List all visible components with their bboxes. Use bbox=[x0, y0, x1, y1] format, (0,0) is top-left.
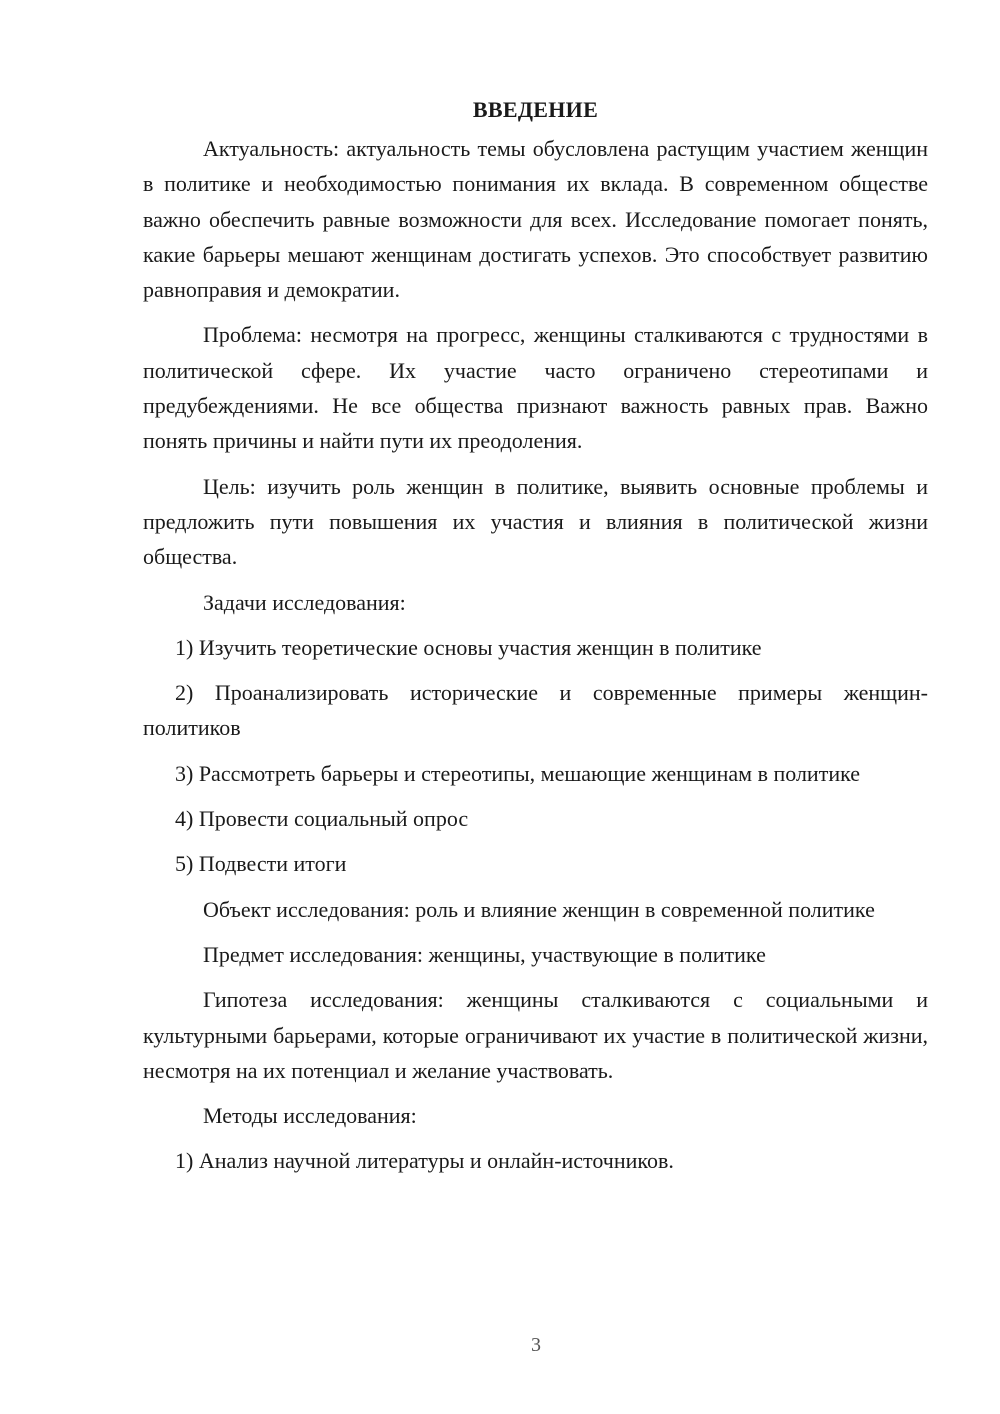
task-item-4: 4) Провести социальный опрос bbox=[175, 806, 469, 832]
document-page bbox=[143, 92, 928, 1179]
paragraph-hypothesis: Гипотеза исследования: женщины сталкиваются с социальными и культурными барьерами, которые ограничивают их участие в политической жизни, несмотря на их потенциал и желание участвовать. bbox=[143, 987, 928, 1083]
page-number: 3 bbox=[531, 1334, 541, 1356]
task-item-2: 2) Проанализировать исторические и современные примеры женщин-политиков bbox=[143, 680, 928, 741]
paragraph-object: Объект исследования: роль и влияние женщин в современной политике bbox=[203, 896, 875, 922]
paragraph-relevance: Актуальность: актуальность темы обусловлена растущим участием женщин в политике и необходимостью понимания их вклада. В современном обществе важно обеспечить равные возможности для всех. Исследование помогает понять, какие барьеры мешают женщинам достигать успехов. Это способствует развитию равноправия и демократии. bbox=[143, 136, 928, 303]
section-title: ВВЕДЕНИЕ bbox=[472, 97, 599, 122]
paragraph-methods-heading: Методы исследования: bbox=[203, 1103, 417, 1129]
method-item-1: 1) Анализ научной литературы и онлайн-источников. bbox=[175, 1148, 674, 1174]
task-item-3: 3) Рассмотреть барьеры и стереотипы, мешающие женщинам в политике bbox=[175, 760, 860, 786]
task-item-1: 1) Изучить теоретические основы участия женщин в политике bbox=[175, 634, 762, 660]
paragraph-tasks-heading: Задачи исследования: bbox=[203, 589, 406, 615]
paragraph-goal: Цель: изучить роль женщин в политике, выявить основные проблемы и предложить пути повышения их участия и влияния в политической жизни общества. bbox=[143, 473, 928, 570]
paragraph-subject: Предмет исследования: женщины, участвующие в политике bbox=[203, 941, 766, 967]
task-item-5: 5) Подвести итоги bbox=[175, 851, 347, 877]
paragraph-problem: Проблема: несмотря на прогресс, женщины сталкиваются с трудностями в политической сфере. Их участие часто ограничено стереотипами и предубеждениями. Не все общества признают важность равных прав. Важно понять причины и найти пути их преодоления. bbox=[143, 322, 928, 454]
